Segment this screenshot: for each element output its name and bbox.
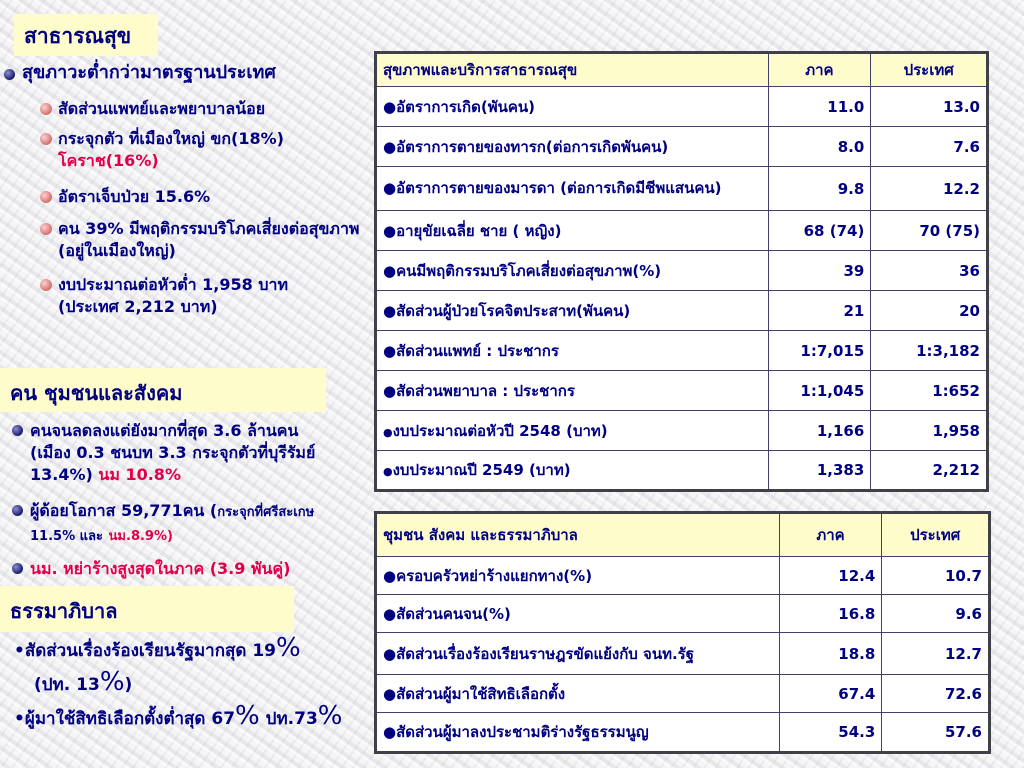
table-cell: 57.6 — [882, 713, 990, 753]
table-header: ประเทศ — [882, 513, 990, 557]
table-row: ●อัตราการเกิด(พันคน) 11.0 13.0 — [376, 87, 988, 127]
table-cell: 1:1,045 — [768, 371, 871, 411]
table-cell: 20 — [871, 291, 988, 331]
table-cell: งบประมาณต่อหัวปี 2548 (บาท) — [392, 421, 608, 440]
table-cell: 7.6 — [871, 127, 988, 167]
table-cell: สัดส่วนพยาบาล : ประชากร — [396, 381, 575, 400]
table-row: ●อายุขัยเฉลี่ย ชาย ( หญิง) 68 (74) 70 (75) — [376, 211, 988, 251]
table-cell: 12.2 — [871, 167, 988, 211]
table-row: ●สัดส่วนแพทย์ : ประชากร 1:7,015 1:3,182 — [376, 331, 988, 371]
table-row: ●สัดส่วนผู้มาใช้สิทธิเลือกตั้ง 67.4 72.6 — [376, 675, 990, 713]
table-cell: คนมีพฤติกรรมบริโภคเสี่ยงต่อสุขภาพ(%) — [396, 261, 662, 280]
table-cell: สัดส่วนผู้มาลงประชามติร่างรัฐธรรมนูญ — [396, 723, 649, 741]
governance-line-2: (ปท. 13%) — [34, 667, 133, 697]
bullet-icon — [12, 505, 23, 516]
table-header-row — [376, 53, 988, 87]
table-cell: 70 (75) — [871, 211, 988, 251]
health-main-bullet: สุขภาวะต่ำกว่ามาตรฐานประเทศ — [4, 62, 364, 84]
table-header: ชุมชน สังคม และธรรมาภิบาล — [376, 513, 780, 557]
health-item-1: สัดส่วนแพทย์และพยาบาลน้อย — [40, 98, 340, 120]
governance-line-1: •สัดส่วนเรื่องร้องเรียนรัฐมากสุด 19% — [14, 633, 301, 663]
table-cell: งบประมาณปี 2549 (บาท) — [392, 461, 571, 479]
table-cell: สัดส่วนผู้มาใช้สิทธิเลือกตั้ง — [396, 684, 566, 703]
table-cell: 2,212 — [871, 451, 988, 491]
table-cell: 68 (74) — [768, 211, 871, 251]
table-cell: 9.6 — [882, 595, 990, 633]
table-cell: 54.3 — [779, 713, 882, 753]
community-item-2: ผู้ด้อยโอกาส 59,771คน (กระจุกที่ศรีสะเกษ 11.5% และ นม.8.9%) — [12, 500, 342, 548]
table-row: ●ครอบครัวหย่าร้างแยกทาง(%) 12.4 10.7 — [376, 557, 990, 595]
table-row: ●สัดส่วนพยาบาล : ประชากร 1:1,045 1:652 — [376, 371, 988, 411]
table-row: ●งบประมาณปี 2549 (บาท) 1,383 2,212 — [376, 451, 988, 491]
bullet-icon — [40, 133, 52, 145]
table-header: สุขภาพและบริการสาธารณสุข — [376, 53, 769, 87]
table-header-row — [376, 513, 990, 557]
table-cell: สัดส่วนเรื่องร้องเรียนราษฎรขัดแย้งกับ จนท.รัฐ — [396, 644, 695, 663]
table-row: ●งบประมาณต่อหัวปี 2548 (บาท) 1,166 1,958 — [376, 411, 988, 451]
bullet-icon — [40, 279, 52, 291]
table-row: ●สัดส่วนผู้ป่วยโรคจิตประสาท(พันคน) 21 20 — [376, 291, 988, 331]
health-item-3: อัตราเจ็บป่วย 15.6% — [40, 186, 340, 208]
table-cell: 13.0 — [871, 87, 988, 127]
table-cell: 8.0 — [768, 127, 871, 167]
table-header: ภาค — [768, 53, 871, 87]
table-header: ประเทศ — [871, 53, 988, 87]
table-header: ภาค — [779, 513, 882, 557]
community-governance-table — [374, 511, 991, 754]
table-cell: ครอบครัวหย่าร้างแยกทาง(%) — [396, 566, 593, 585]
table-row: ●คนมีพฤติกรรมบริโภคเสี่ยงต่อสุขภาพ(%) 39 36 — [376, 251, 988, 291]
table-cell: 1:7,015 — [768, 331, 871, 371]
table-cell: สัดส่วนผู้ป่วยโรคจิตประสาท(พันคน) — [396, 301, 631, 320]
health-item-2: กระจุกตัว ที่เมืองใหญ่ ขก(18%) โคราช(16%) — [40, 128, 360, 172]
table-cell: อัตราการตายของทารก(ต่อการเกิดพันคน) — [396, 137, 669, 156]
table-cell: 16.8 — [779, 595, 882, 633]
health-item-5: งบประมาณต่อหัวต่ำ 1,958 บาท (ประเทศ 2,212 บาท) — [40, 274, 340, 318]
table-cell: สัดส่วนคนจน(%) — [396, 604, 511, 623]
table-cell: 36 — [871, 251, 988, 291]
health-services-table — [374, 51, 989, 492]
table-cell: 1,958 — [871, 411, 988, 451]
table-cell: 1:652 — [871, 371, 988, 411]
health-item-4: คน 39% มีพฤติกรรมบริโภคเสี่ยงต่อสุขภาพ (อยู่ในเมืองใหญ่) — [40, 218, 360, 262]
table-cell: 11.0 — [768, 87, 871, 127]
table-row: ●สัดส่วนคนจน(%) 16.8 9.6 — [376, 595, 990, 633]
table-cell: 67.4 — [779, 675, 882, 713]
bullet-icon — [40, 103, 52, 115]
table-cell: 9.8 — [768, 167, 871, 211]
table-cell: 1:3,182 — [871, 331, 988, 371]
table-row: ●สัดส่วนเรื่องร้องเรียนราษฎรขัดแย้งกับ จนท.รัฐ 18.8 12.7 — [376, 633, 990, 675]
table-cell: 1,166 — [768, 411, 871, 451]
table-cell: 12.4 — [779, 557, 882, 595]
governance-line-3: •ผู้มาใช้สิทธิเลือกตั้งต่ำสุด 67% ปท.73% — [14, 701, 343, 731]
table-cell: 72.6 — [882, 675, 990, 713]
table-cell: 18.8 — [779, 633, 882, 675]
table-row: ●อัตราการตายของทารก(ต่อการเกิดพันคน) 8.0 7.6 — [376, 127, 988, 167]
community-item-3: นม. หย่าร้างสูงสุดในภาค (3.9 พันคู่) — [12, 558, 352, 580]
table-cell: 21 — [768, 291, 871, 331]
table-cell: 1,383 — [768, 451, 871, 491]
table-cell: อายุขัยเฉลี่ย ชาย ( หญิง) — [396, 221, 562, 240]
table-cell: 39 — [768, 251, 871, 291]
bullet-icon — [12, 425, 23, 436]
table-row: ●สัดส่วนผู้มาลงประชามติร่างรัฐธรรมนูญ 54.3 57.6 — [376, 713, 990, 753]
bullet-icon — [40, 191, 52, 203]
community-header: คน ชุมชนและสังคม — [0, 368, 326, 412]
table-cell: อัตราการตายของมารดา (ต่อการเกิดมีชีพแสนคน) — [396, 179, 722, 197]
governance-header: ธรรมาภิบาล — [0, 586, 294, 632]
bullet-icon — [4, 69, 15, 80]
table-cell: อัตราการเกิด(พันคน) — [396, 97, 535, 116]
table-cell: สัดส่วนแพทย์ : ประชากร — [396, 341, 559, 360]
bullet-icon — [12, 563, 23, 574]
table-cell: 10.7 — [882, 557, 990, 595]
health-header: สาธารณสุข — [14, 14, 158, 56]
table-row: ●อัตราการตายของมารดา (ต่อการเกิดมีชีพแสนคน) 9.8 12.2 — [376, 167, 988, 211]
bullet-icon — [40, 223, 52, 235]
table-cell: 12.7 — [882, 633, 990, 675]
community-item-1: คนจนลดลงแต่ยังมากที่สุด 3.6 ล้านคน (เมือง 0.3 ชนบท 3.3 กระจุกตัวที่บุรีรัมย์ 13.4%) นม 10.8% — [12, 420, 342, 486]
